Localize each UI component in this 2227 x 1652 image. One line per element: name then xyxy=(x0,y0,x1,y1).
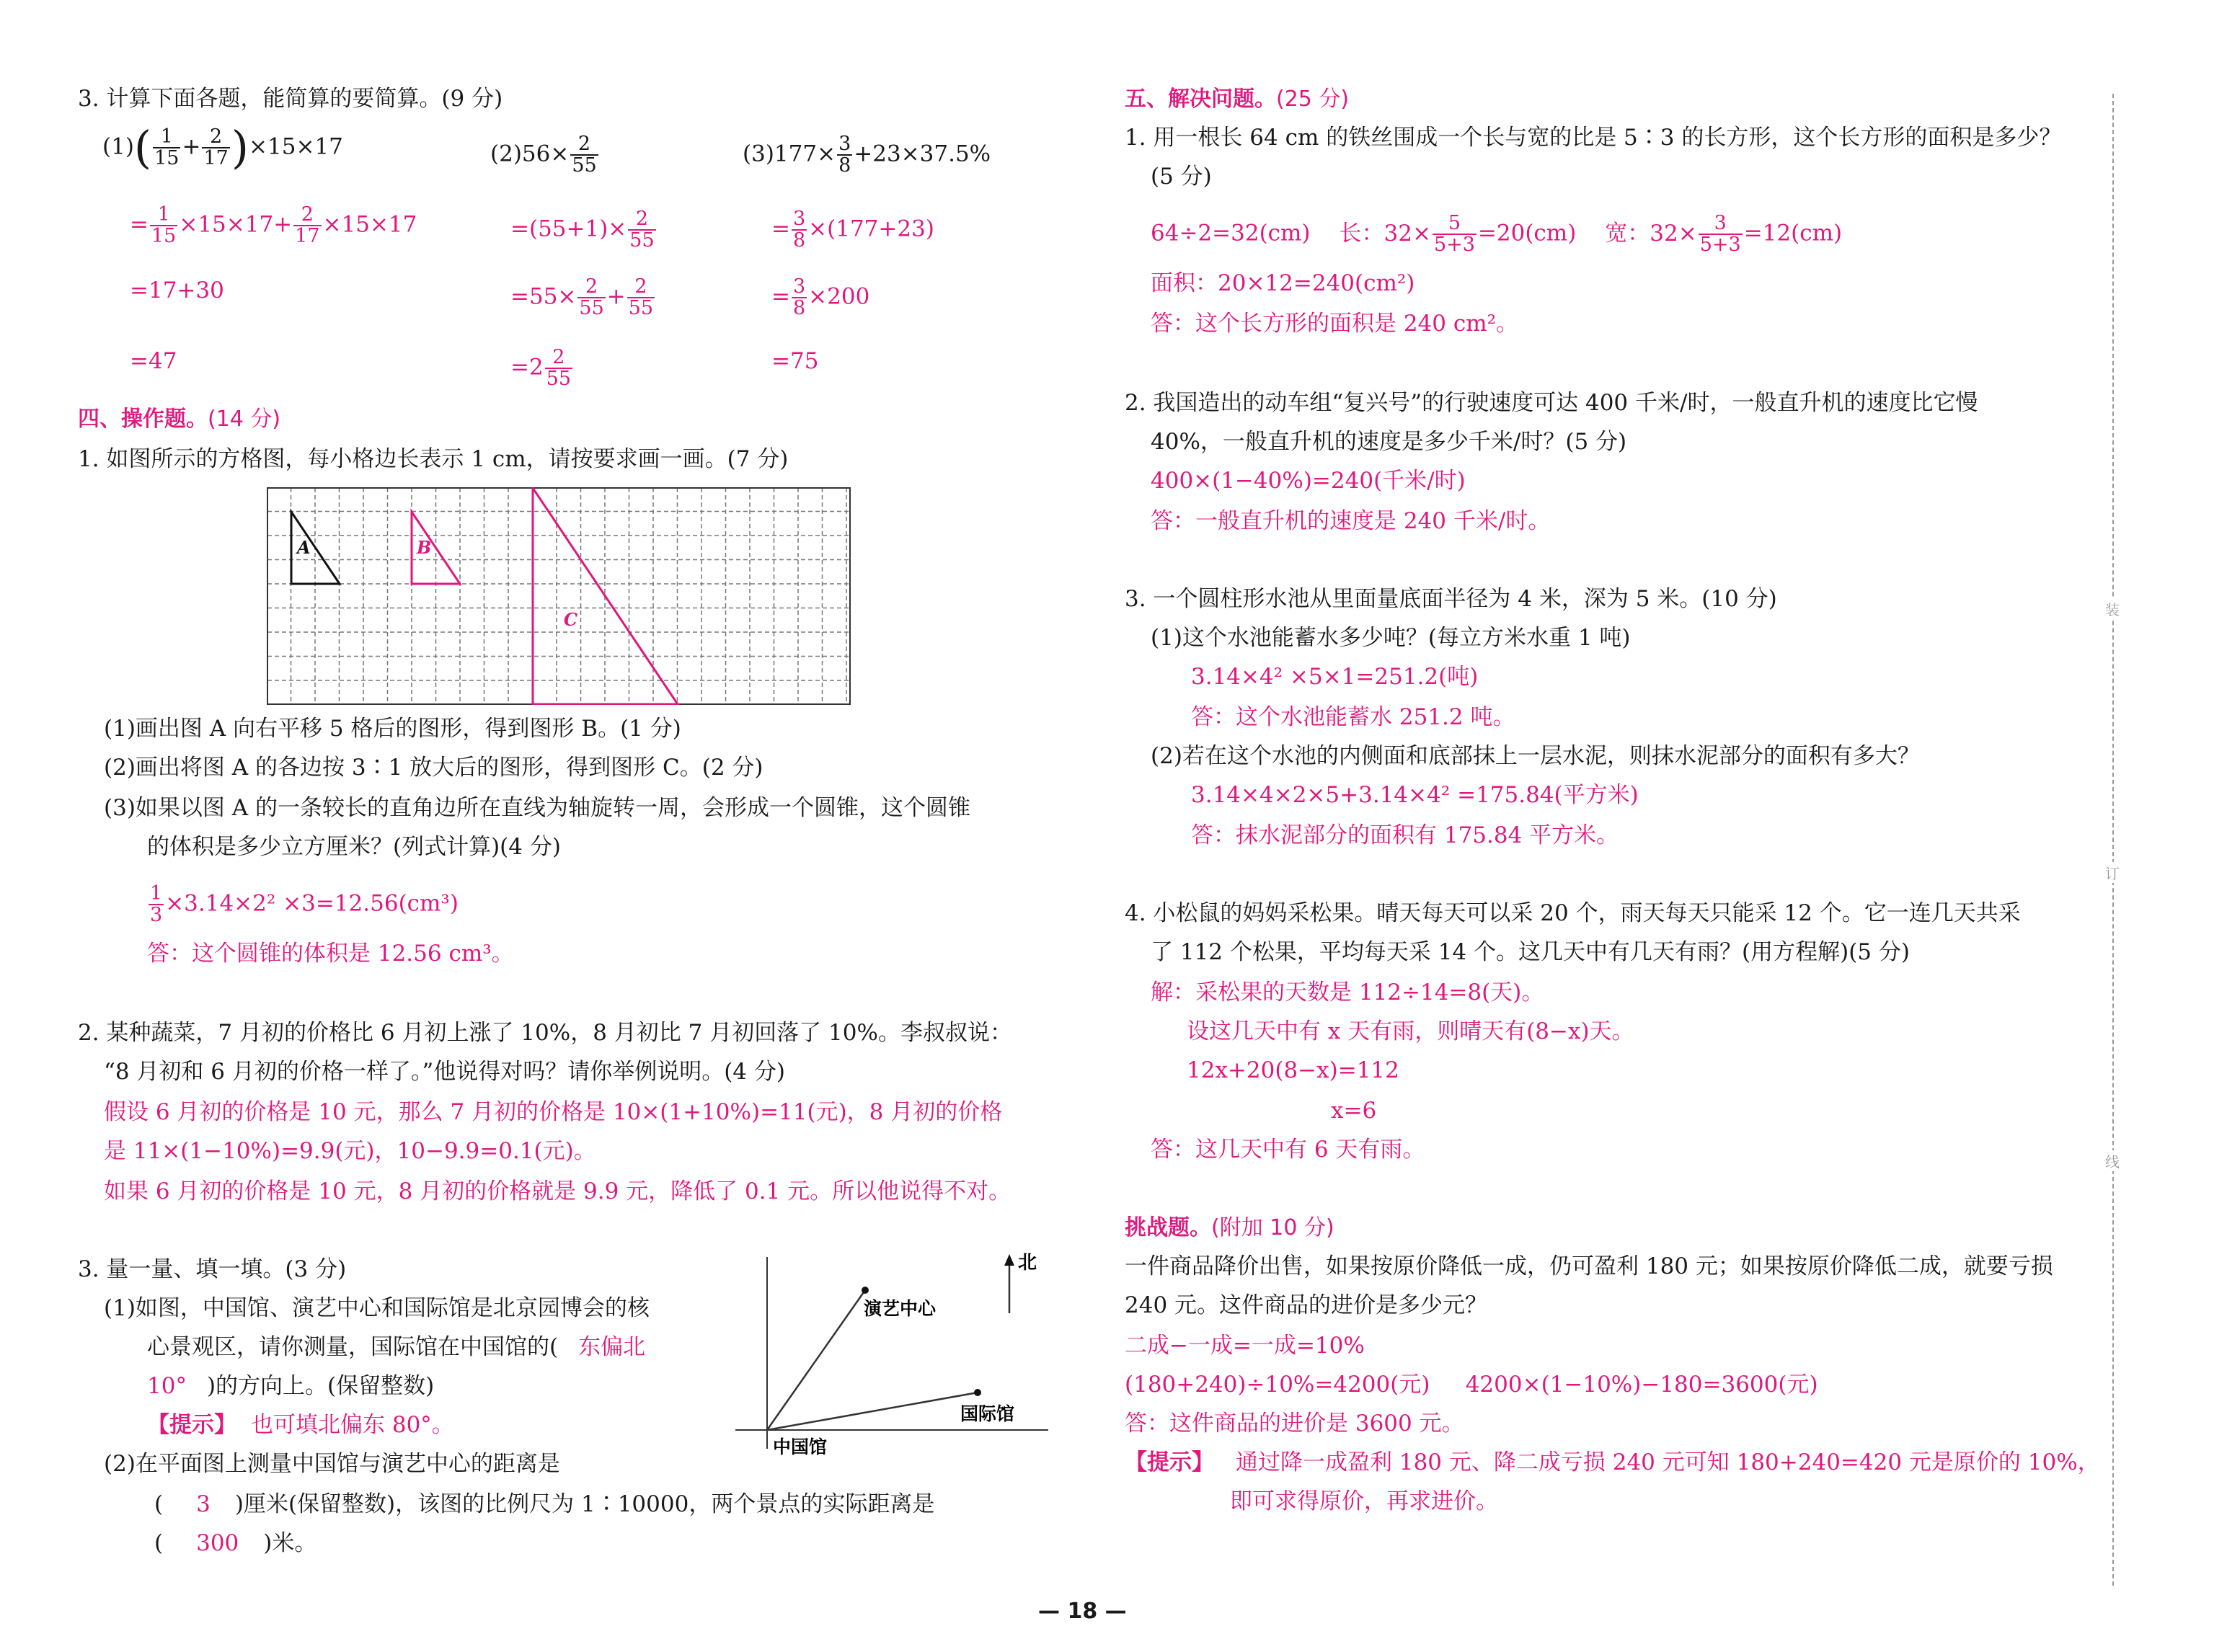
q41-title: 1. 如图所示的方格图，每小格边长表示 1 cm，请按要求画一画。(7 分) xyxy=(78,446,789,472)
q53-ans3: 3.14×4×2×5+3.14×4² =175.84(平方米) xyxy=(1191,782,1639,808)
q51-line1: 1. 用一根长 64 cm 的铁丝围成一个长与宽的比是 5∶3 的长方形，这个长方形的面积是多少？ xyxy=(1125,125,2062,151)
q53-line1: 3. 一个圆柱形水池从里面量底面半径为 4 米，深为 5 米。(10 分) xyxy=(1125,586,1777,612)
q3-p3-step3: =75 xyxy=(771,348,819,374)
page-number: — 18 — xyxy=(1038,1599,1127,1624)
binding-line xyxy=(2112,94,2114,1586)
q53-ans1: 3.14×4² ×5×1=251.2(吨) xyxy=(1191,664,1479,690)
challenge-line2: 240 元。这件商品的进价是多少元？ xyxy=(1125,1292,1488,1318)
q54-ans2: 设这几天中有 x 天有雨，则晴天有(8−x)天。 xyxy=(1187,1018,1634,1044)
q43-hint: 【提示】 也可填北偏东 80°。 xyxy=(147,1412,454,1438)
label-c: C xyxy=(564,609,578,630)
q54-ans4: x=6 xyxy=(1331,1098,1377,1124)
challenge-hint: 【提示】 通过降一成盈利 180 元、降二成亏损 240 元可知 180+240=420 元是原价的 10%， xyxy=(1125,1449,2100,1475)
q3-p2-step2: =55× $\frac{2}{55}$ + $\frac{2}{55}$ xyxy=(510,275,654,319)
binding-char-2: 订 xyxy=(2105,862,2120,883)
q54-ans5: 答：这几天中有 6 天有雨。 xyxy=(1151,1137,1425,1163)
yanyi-label: 演艺中心 xyxy=(864,1298,937,1319)
q43-p2c: ( 300 )米。 xyxy=(154,1530,317,1556)
q53-part1: (1)这个水池能蓄水多少吨？(每立方米水重 1 吨) xyxy=(1151,625,1631,651)
q43-p1a: (1)如图，中国馆、演艺中心和国际馆是北京园博会的核 xyxy=(104,1295,650,1321)
label-b: B xyxy=(417,537,432,558)
grid-figure xyxy=(267,487,851,705)
q3-p1-step2: =17+30 xyxy=(130,277,224,303)
q51-ans1: 64÷2=32(cm) 长：32× $\frac{5}{5+3}$ =20(cm) 宽：32× $\frac{3}{5+3}$ =12(cm) xyxy=(1151,212,1843,256)
q3-title: 3. 计算下面各题，能简算的要简算。(9 分) xyxy=(78,86,503,112)
q41-answer2: 答：这个圆锥的体积是 12.56 cm³。 xyxy=(147,941,514,967)
q41-item2: (2)画出将图 A 的各边按 3∶1 放大后的图形，得到图形 C。(2 分) xyxy=(104,755,763,781)
sec4-heading: 四、操作题。(14 分) xyxy=(78,407,281,432)
challenge-ans1: 二成−一成=一成=10% xyxy=(1125,1333,1365,1359)
q54-line2: 了 112 个松果，平均每天采 14 个。这几天中有几天有雨？(用方程解)(5 分) xyxy=(1151,939,1910,965)
q42-ans1: 假设 6 月初的价格是 10 元，那么 7 月初的价格是 10×(1+10%)=11(元)，8 月初的价格 xyxy=(104,1099,1003,1125)
q43-p2b: ( 3 )厘米(保留整数)，该图的比例尺为 1∶10000，两个景点的实际距离是 xyxy=(154,1491,935,1517)
q43-ans-actual: 300 xyxy=(196,1530,239,1556)
q52-line2: 40%，一般直升机的速度是多少千米/时？(5 分) xyxy=(1151,429,1627,455)
q51-ans2: 面积：20×12=240(cm²) xyxy=(1151,270,1415,296)
q3-p1-step1: = $\frac{1}{15}$ ×15×17+ $\frac{2}{17}$ ×15×17 xyxy=(130,203,417,247)
challenge-line1: 一件商品降价出售，如果按原价降低一成，仍可盈利 180 元；如果按原价降低二成，就要亏损 xyxy=(1125,1253,2053,1279)
q3-p3-step2: = $\frac{3}{8}$ ×200 xyxy=(771,275,870,319)
q41-item3b: 的体积是多少立方厘米？(列式计算)(4 分) xyxy=(147,834,561,860)
q51-line2: (5 分) xyxy=(1151,164,1212,190)
q52-line1: 2. 我国造出的动车组“复兴号”的行驶速度可达 400 千米/时，一般直升机的速度比它慢 xyxy=(1125,390,1978,416)
q3-p3-step1: = $\frac{3}{8}$ ×(177+23) xyxy=(771,208,934,252)
q43-p2a: (2)在平面图上测量中国馆与演艺中心的距离是 xyxy=(104,1451,560,1477)
q3-p3-expr: (3)177× $\frac{3}{8}$ +23×37.5% xyxy=(743,133,991,177)
q42-line2: “8 月初和 6 月初的价格一样了。”他说得对吗？请你举例说明。(4 分) xyxy=(104,1059,785,1085)
label-a: A xyxy=(297,537,311,558)
q51-ans3: 答：这个长方形的面积是 240 cm²。 xyxy=(1151,311,1519,337)
binding-char-3: 线 xyxy=(2105,1150,2120,1171)
north-arrow-icon xyxy=(1004,1254,1014,1266)
binding-char-1: 装 xyxy=(2105,598,2120,619)
q3-p2-step1: =(55+1)× $\frac{2}{55}$ xyxy=(510,208,655,252)
q3-p2-expr: (2)56× $\frac{2}{55}$ xyxy=(490,133,597,177)
q42-ans2: 是 11×(1−10%)=9.9(元)，10−9.9=0.1(元)。 xyxy=(104,1138,596,1164)
q53-ans4: 答：抹水泥部分的面积有 175.84 平方米。 xyxy=(1191,822,1619,848)
q41-answer: $\frac{1}{3}$ ×3.14×2² ×3=12.56(cm³) xyxy=(150,882,459,926)
challenge-hint2: 即可求得原价，再求进价。 xyxy=(1230,1488,1498,1514)
guoji-label: 国际馆 xyxy=(960,1403,1015,1424)
q54-line1: 4. 小松鼠的妈妈采松果。晴天每天可以采 20 个，雨天每天只能采 12 个。它一连几天共采 xyxy=(1125,900,2021,926)
q43-ans-distance: 3 xyxy=(196,1491,211,1517)
q43-p1b: 心景观区，请你测量，国际馆在中国馆的( 东偏北 xyxy=(147,1334,646,1360)
q53-ans2: 答：这个水池能蓄水 251.2 吨。 xyxy=(1191,704,1515,730)
q42-line1: 2. 某种蔬菜，7 月初的价格比 6 月初上涨了 10%，8 月初比 7 月初回落了 10%。李叔叔说： xyxy=(78,1020,1012,1046)
q54-ans3: 12x+20(8−x)=112 xyxy=(1187,1057,1399,1083)
q43-p1c: 10° )的方向上。(保留整数) xyxy=(147,1373,435,1399)
challenge-heading: 挑战题。(附加 10 分) xyxy=(1125,1215,1334,1240)
north-label: 北 xyxy=(1018,1252,1037,1274)
q53-part2: (2)若在这个水池的内侧面和底部抹上一层水泥，则抹水泥部分的面积有多大？ xyxy=(1151,743,1920,769)
q3-p2-step3: =2 $\frac{2}{55}$ xyxy=(510,346,572,390)
q43-title: 3. 量一量、填一填。(3 分) xyxy=(78,1256,347,1282)
challenge-ans2: (180+240)÷10%=4200(元) 4200×(1−10%)−180=3600(元) xyxy=(1125,1372,1818,1398)
q52-ans2: 答：一般直升机的速度是 240 千米/时。 xyxy=(1151,508,1551,534)
q3-p1-step3: =47 xyxy=(130,348,177,374)
q54-ans1: 解：采松果的天数是 112÷14=8(天)。 xyxy=(1151,980,1544,1005)
q41-item3a: (3)如果以图 A 的一条较长的直角边所在直线为轴旋转一周，会形成一个圆锥，这个圆锥 xyxy=(104,795,971,821)
q43-ans-direction: 东偏北 xyxy=(578,1334,646,1360)
zhongguo-label: 中国馆 xyxy=(773,1436,828,1457)
map-diagram xyxy=(735,1247,1053,1463)
q52-ans1: 400×(1−40%)=240(千米/时) xyxy=(1151,468,1466,494)
q41-item1: (1)画出图 A 向右平移 5 格后的图形，得到图形 B。(1 分) xyxy=(104,716,681,742)
q42-ans3: 如果 6 月初的价格是 10 元，8 月初的价格就是 9.9 元，降低了 0.1 元。所以他说得不对。 xyxy=(104,1178,1011,1204)
challenge-ans3: 答：这件商品的进价是 3600 元。 xyxy=(1125,1411,1464,1436)
q3-p1-expr: (1)( $\frac{1}{15}$ + $\frac{2}{17}$ )×15×17 xyxy=(102,121,343,174)
sec5-heading: 五、解决问题。(25 分) xyxy=(1125,86,1350,112)
